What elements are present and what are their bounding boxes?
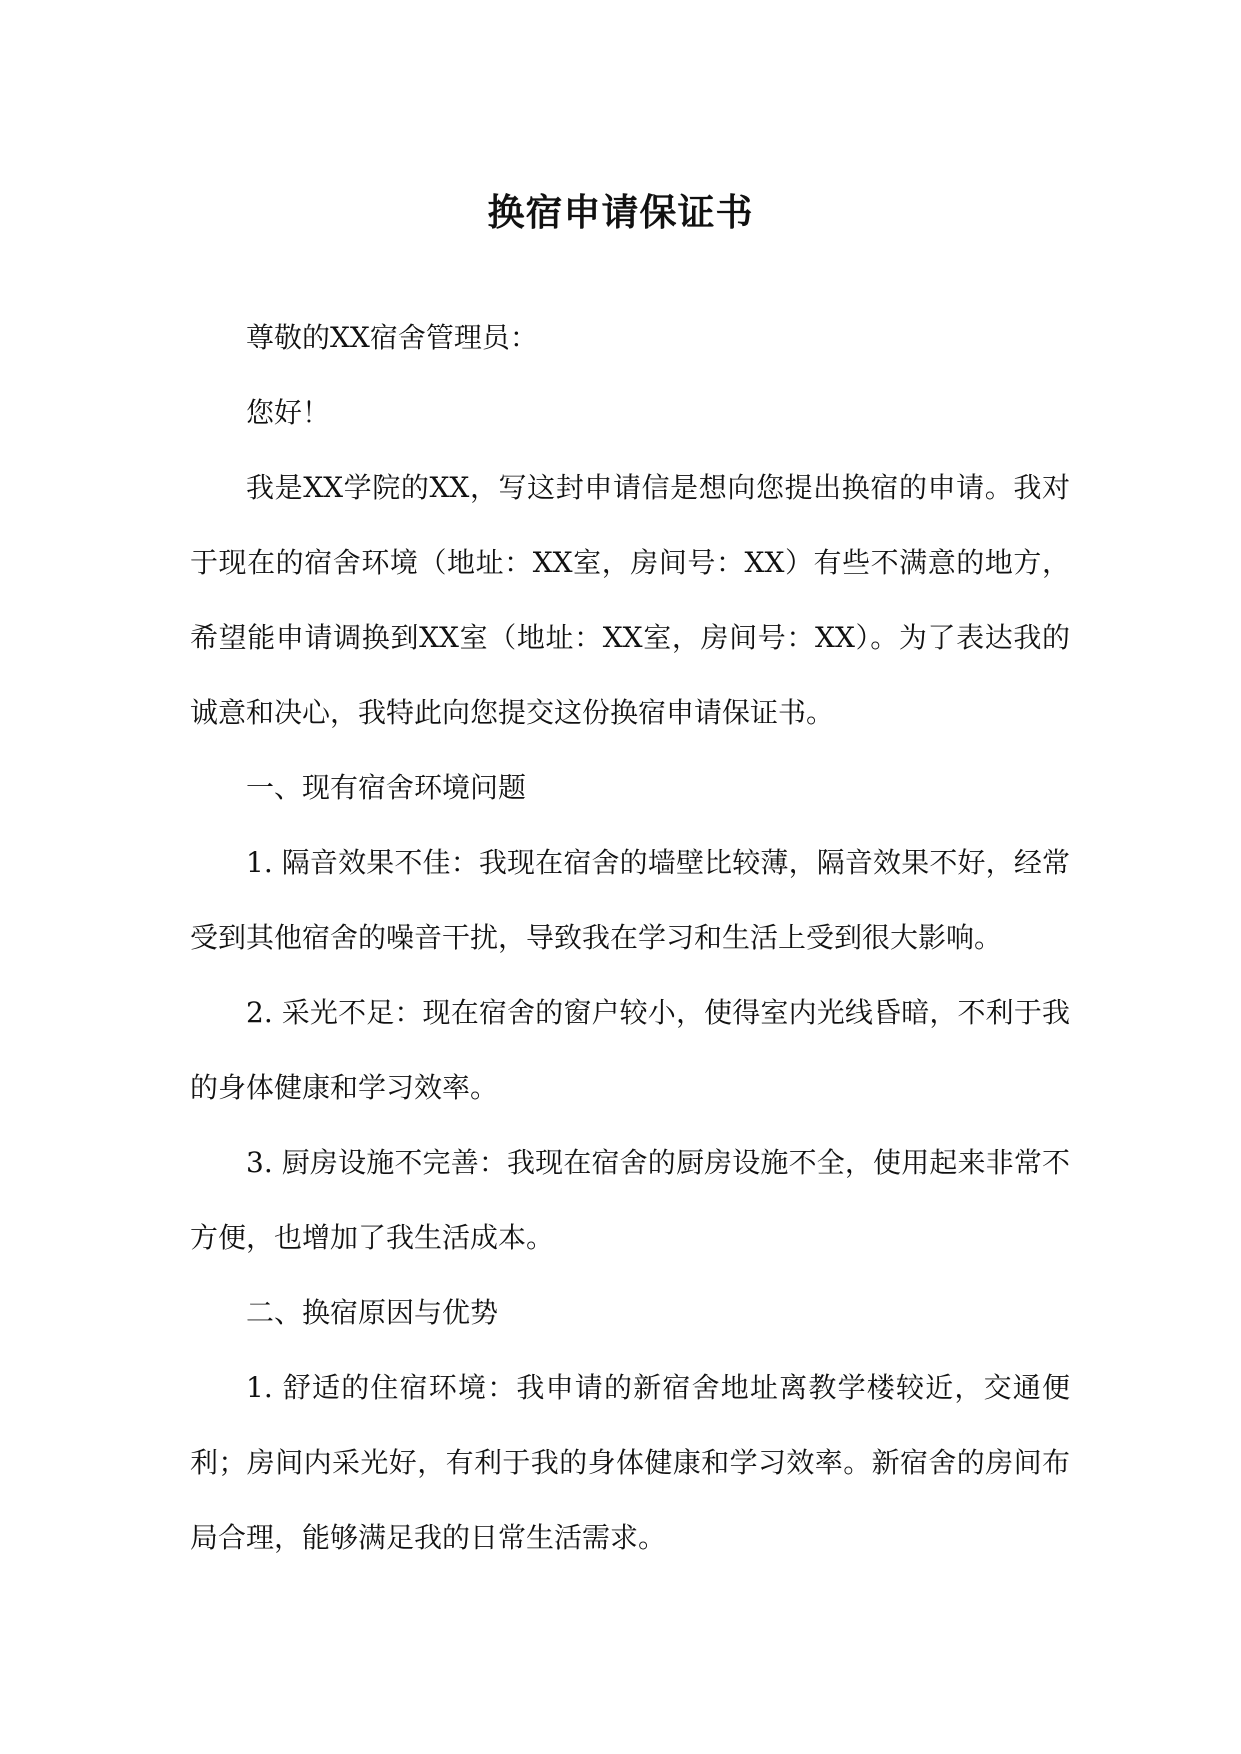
section-heading-2: 二、换宿原因与优势 <box>246 1296 499 1329</box>
salutation: 尊敬的XX宿舍管理员： <box>246 321 538 354</box>
document-body <box>190 300 1070 1575</box>
list-item-kitchen: 3. 厨房设施不完善：我现在宿舍的厨房设施不全，使用起来非常不方便，也增加了我生活成本。 <box>190 1146 1070 1254</box>
section-heading-1: 一、现有宿舍环境问题 <box>246 771 527 804</box>
intro-paragraph: 我是XX学院的XX，写这封申请信是想向您提出换宿的申请。我对于现在的宿舍环境（地址：XX室，房间号：XX）有些不满意的地方，希望能申请调换到XX室（地址：XX室，房间号：XX）。为了表达我的诚意和决心，我特此向您提交这份换宿申请保证书。 <box>190 471 1070 729</box>
list-item-lighting: 2. 采光不足：现在宿舍的窗户较小，使得室内光线昏暗，不利于我的身体健康和学习效率。 <box>190 996 1070 1104</box>
list-item-comfort: 1. 舒适的住宿环境：我申请的新宿舍地址离教学楼较近，交通便利；房间内采光好，有利于我的身体健康和学习效率。新宿舍的房间布局合理，能够满足我的日常生活需求。 <box>190 1371 1070 1554</box>
list-item-soundproofing: 1. 隔音效果不佳：我现在宿舍的墙壁比较薄，隔音效果不好，经常受到其他宿舍的噪音干扰，导致我在学习和生活上受到很大影响。 <box>190 846 1070 954</box>
document-title: 换宿申请保证书 <box>487 190 754 234</box>
greeting: 您好！ <box>246 396 331 429</box>
